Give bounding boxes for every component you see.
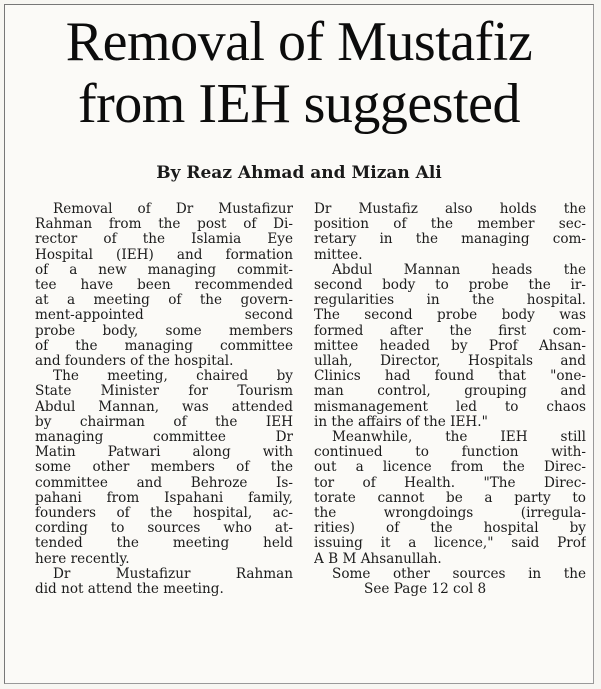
text-line: Removal of Dr Mustafizur: [53, 202, 293, 217]
text-line: The meeting, chaired by: [53, 369, 293, 385]
text-line: Hospital (IEH) and formation: [35, 247, 293, 263]
text-line: position of the member sec-: [314, 217, 586, 233]
article-column-right: [314, 202, 586, 597]
text-line: man control, grouping and: [314, 384, 586, 400]
text-line: pahani from Ispahani family,: [35, 490, 293, 506]
text-line: here recently.: [35, 551, 130, 567]
text-line: some other members of the: [35, 460, 293, 476]
text-line: tor of Health. "The Direc-: [314, 475, 586, 491]
text-line: retary in the managing com-: [314, 232, 586, 248]
text-line: the wrongdoings (irregula-: [314, 506, 586, 522]
text-line: ullah, Director, Hospitals and: [314, 354, 586, 370]
text-line: at a meeting of the govern-: [35, 293, 293, 309]
text-line: founders of the hospital, ac-: [35, 506, 293, 522]
text-line: continued to function with-: [314, 445, 586, 461]
text-line: tended the meeting held: [35, 536, 293, 552]
headline: [5, 11, 593, 135]
text-line: rector of the Islamia Eye: [35, 232, 293, 248]
continuation-note: See Page 12 col 8: [364, 582, 487, 598]
text-line: Clinics had found that "one-: [314, 369, 586, 385]
text-line: and founders of the hospital.: [35, 354, 234, 370]
text-line: The second probe body was: [314, 308, 586, 324]
text-line: did not attend the meeting.: [35, 582, 224, 598]
text-line: of the managing committee: [35, 338, 293, 354]
text-line: Rahman from the post of Di-: [35, 217, 293, 233]
text-line: Dr Mustafiz also holds the: [314, 202, 586, 217]
text-line: Abdul Mannan, was attended: [35, 399, 293, 415]
text-line: mismanagement led to chaos: [314, 399, 586, 415]
text-line: cording to sources who at-: [35, 521, 293, 537]
text-line: Some other sources in the: [332, 566, 586, 582]
text-line: State Minister for Tourism: [35, 384, 293, 400]
byline: By Reaz Ahmad and Mizan Ali: [156, 163, 442, 183]
text-line: rities) of the hospital by: [314, 521, 586, 537]
text-line: of a new managing commit-: [35, 262, 293, 278]
text-line: torate cannot be a party to: [314, 490, 586, 506]
text-line: issuing it a licence," said Prof: [314, 536, 586, 552]
text-line: Matin Patwari along with: [35, 445, 293, 461]
text-line: probe body, some members: [35, 323, 293, 339]
news-clipping: [4, 4, 594, 684]
text-line: Abdul Mannan heads the: [332, 262, 586, 278]
text-line: A B M Ahsanullah.: [314, 551, 442, 567]
text-line: regularities in the hospital.: [314, 293, 586, 309]
text-line: mittee headed by Prof Ahsan-: [314, 338, 586, 354]
headline-line-2: from IEH suggested: [77, 73, 520, 135]
text-line: formed after the first com-: [314, 323, 586, 339]
text-line: in the affairs of the IEH.": [314, 414, 488, 430]
text-line: Dr Mustafizur Rahman: [53, 566, 293, 582]
text-line: committee and Behroze Is-: [35, 475, 293, 491]
text-line: out a licence from the Direc-: [314, 460, 586, 476]
headline-line-1: Removal of Mustafiz: [65, 11, 533, 73]
text-line: by chairman of the IEH: [35, 414, 293, 430]
text-line: mittee.: [314, 247, 363, 263]
text-line: tee have been recommended: [35, 278, 293, 294]
article-column-left: [35, 202, 293, 597]
text-line: ment-appointed second: [35, 308, 293, 324]
text-line: second body to probe the ir-: [314, 278, 586, 294]
text-line: managing committee Dr: [35, 430, 293, 446]
text-line: Meanwhile, the IEH still: [332, 430, 586, 446]
